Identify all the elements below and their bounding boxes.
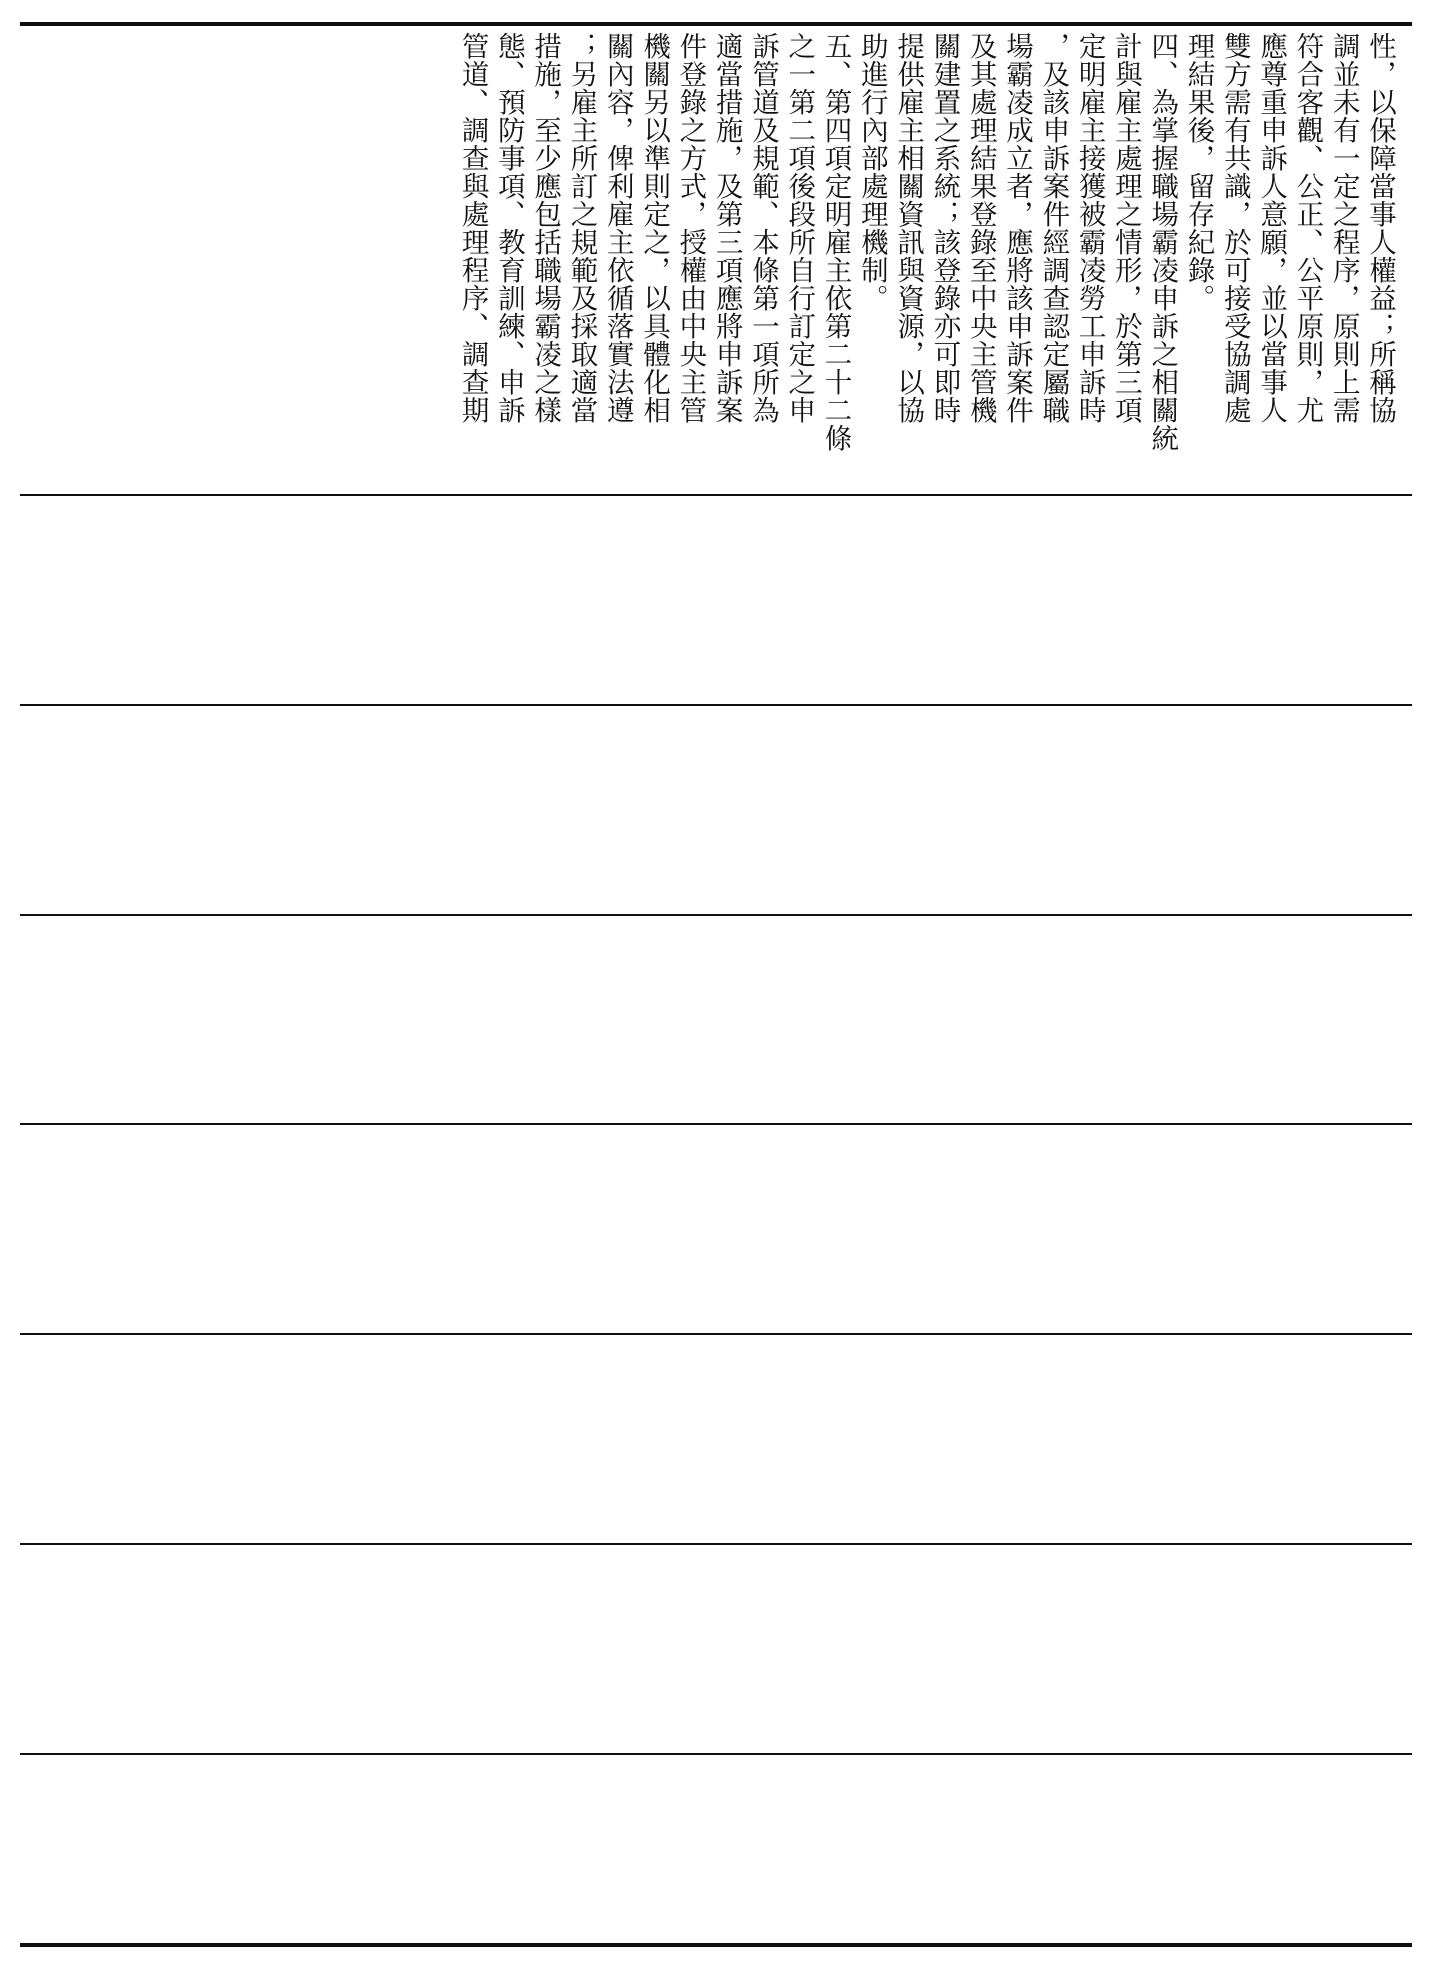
text-line: 訴管道及規範、本條第一項所為 bbox=[746, 32, 779, 424]
text-line: 及其處理結果登錄至中央主管機 bbox=[964, 32, 997, 424]
text-line: 提供雇主相關資訊與資源，以協 bbox=[892, 32, 925, 424]
text-line: 適當措施，及第三項應將申訴案 bbox=[710, 32, 743, 424]
vertical-text-block bbox=[454, 32, 1398, 484]
text-line: ，及該申訴案件經調查認定屬職 bbox=[1037, 32, 1070, 424]
text-line: 性，以保障當事人權益；所稱協 bbox=[1364, 32, 1396, 424]
empty-table-row bbox=[24, 1335, 1408, 1541]
text-line: 五、第四項定明雇主依第二十二條 bbox=[819, 32, 852, 452]
empty-table-row bbox=[24, 916, 1408, 1122]
text-line: 雙方需有共識，於可接受協調處 bbox=[1218, 32, 1251, 424]
empty-table-row bbox=[24, 1755, 1408, 1945]
text-line: ；另雇主所訂之規範及採取適當 bbox=[565, 32, 598, 424]
text-line: 機關另以準則定之，以具體化相 bbox=[638, 32, 671, 424]
text-line: 應尊重申訴人意願，並以當事人 bbox=[1255, 32, 1288, 424]
bottom-rule bbox=[20, 1943, 1412, 1947]
text-line: 理結果後，留存紀錄。 bbox=[1182, 32, 1215, 312]
text-line: 調並未有一定之程序，原則上需 bbox=[1327, 32, 1360, 424]
text-line: 態、預防事項、教育訓練、申訴 bbox=[492, 32, 525, 424]
text-line: 管道、調查與處理程序、調查期 bbox=[456, 32, 489, 424]
text-line: 之一第二項後段所自行訂定之申 bbox=[783, 32, 816, 424]
text-line: 符合客觀、公正、公平原則，尤 bbox=[1291, 32, 1324, 424]
text-line: 定明雇主接獲被霸凌勞工申訴時 bbox=[1073, 32, 1106, 424]
text-line: 關建置之系統；該登錄亦可即時 bbox=[928, 32, 961, 424]
empty-table-row bbox=[24, 1545, 1408, 1751]
empty-table-row bbox=[24, 496, 1408, 702]
text-line: 措施，至少應包括職場霸凌之樣 bbox=[529, 32, 562, 424]
empty-table-row bbox=[24, 706, 1408, 912]
text-line: 關內容，俾利雇主依循落實法遵 bbox=[601, 32, 634, 424]
text-line: 場霸凌成立者，應將該申訴案件 bbox=[1001, 32, 1034, 424]
empty-table-row bbox=[24, 1125, 1408, 1331]
text-line: 助進行內部處理機制。 bbox=[855, 32, 888, 312]
text-line: 計與雇主處理之情形，於第三項 bbox=[1109, 32, 1142, 424]
text-line: 件登錄之方式，授權由中央主管 bbox=[674, 32, 707, 424]
text-cell bbox=[24, 26, 1408, 490]
text-line: 四、為掌握職場霸凌申訴之相關統 bbox=[1146, 32, 1179, 452]
